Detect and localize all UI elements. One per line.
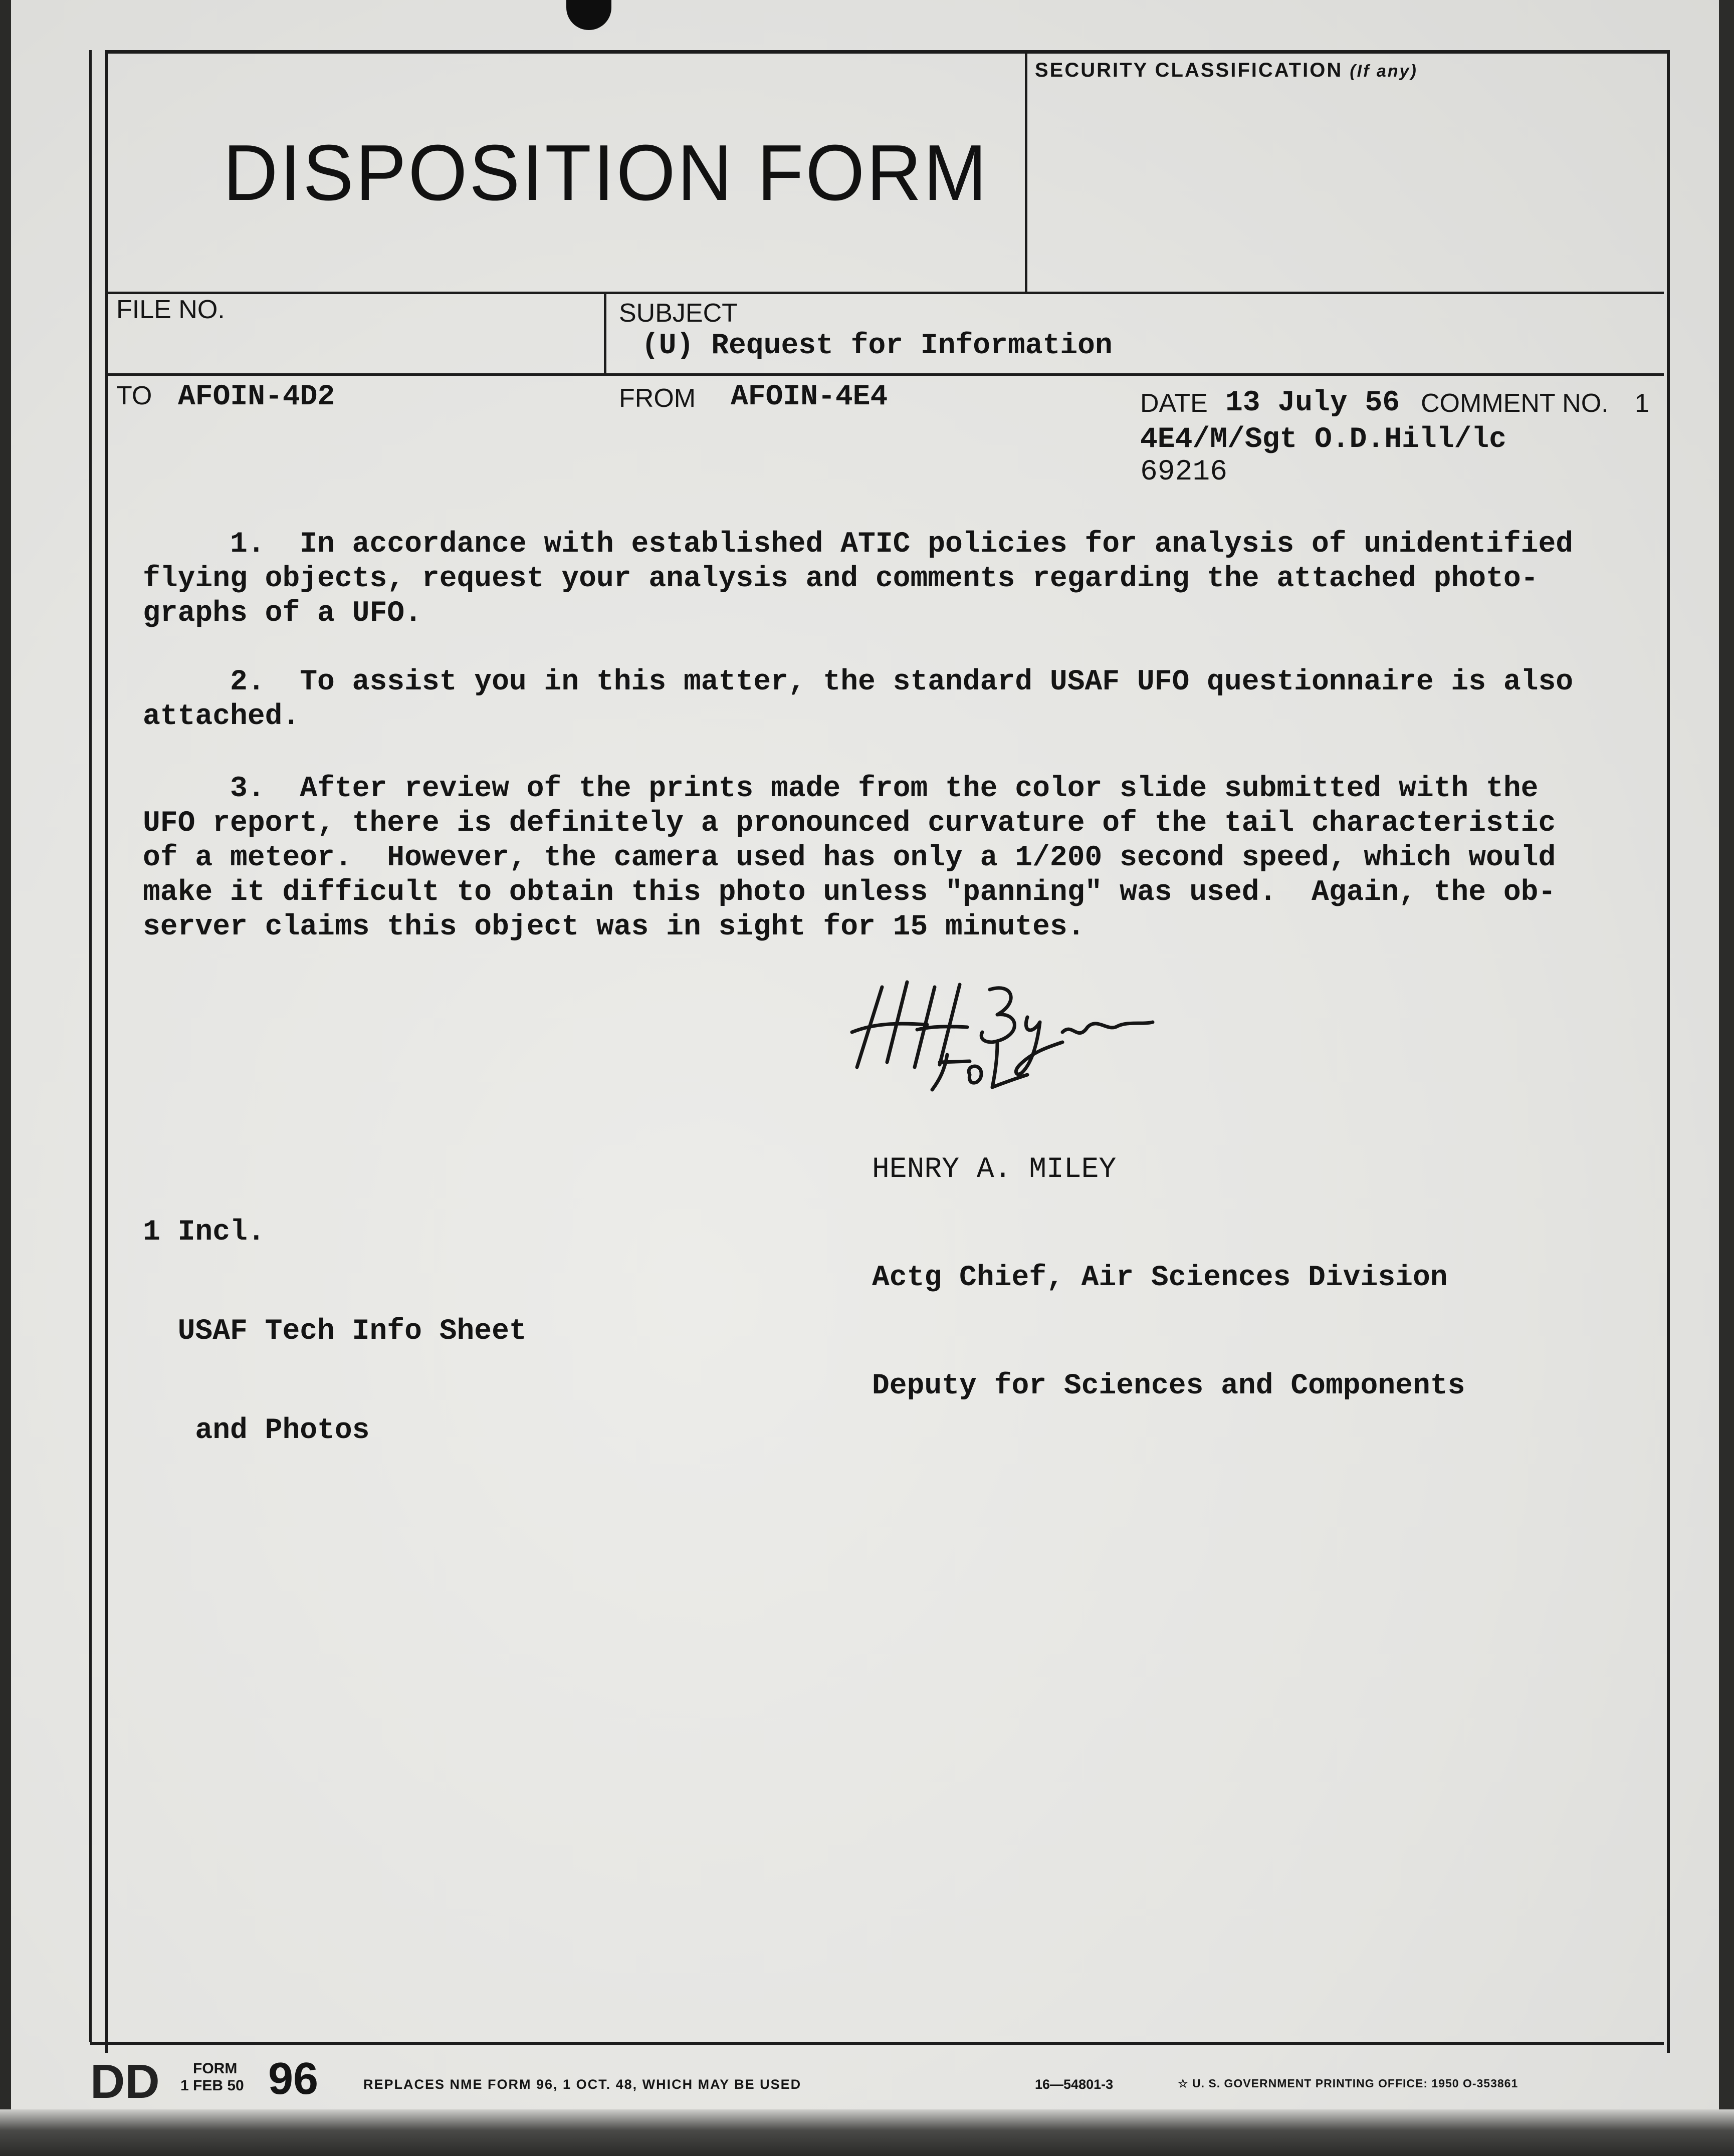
date-value: 13 July 56 xyxy=(1225,387,1400,419)
paragraph-1: 1. In accordance with established ATIC policies for analysis of unidentified flying objects, request your analysis and comments regarding the attached photo- graphs of a UFO. xyxy=(143,528,1574,630)
footer-stock-number: 16—54801-3 xyxy=(1035,2077,1114,2092)
paragraph-3: 3. After review of the prints made from the color slide submitted with the UFO report, there is definitely a pronounced curvature of the tail characteristic of a meteor. However, the camera used has only a 1/200 second speed, which would make it difficult to obtain this photo unless "panning" was used. Again, the ob- server claims this object was in sight for 15 minutes. xyxy=(143,773,1556,943)
signer-name: HENRY A. MILEY xyxy=(872,1153,1117,1186)
comment-no-value: 1 xyxy=(1635,389,1649,418)
inclosure-line-1: 1 Incl. xyxy=(143,1216,265,1249)
date-label: DATE xyxy=(1140,389,1208,418)
to-value: AFOIN-4D2 xyxy=(178,381,335,413)
comment-no-label: COMMENT NO. xyxy=(1421,389,1609,418)
rule-security-divider xyxy=(1025,53,1027,293)
to-label: TO xyxy=(116,381,152,410)
subject-label: SUBJECT xyxy=(619,299,738,328)
inclosure-line-2: USAF Tech Info Sheet xyxy=(143,1315,527,1348)
from-label: FROM xyxy=(619,384,696,413)
rule-header xyxy=(105,292,1664,294)
subject-value: (U) Request for Information xyxy=(641,330,1113,362)
security-classification-label: SECURITY CLASSIFICATION (If any) xyxy=(1035,59,1418,81)
form-border-left xyxy=(89,50,92,2042)
form-border-bottom xyxy=(90,2042,1664,2045)
footer-form-date: 1 FEB 50 xyxy=(180,2077,244,2094)
inclosure-block xyxy=(143,1150,527,1481)
scan-edge-right xyxy=(1719,0,1734,2156)
office-symbol: 4E4/M/Sgt O.D.Hill/lc xyxy=(1140,423,1506,456)
signature-block xyxy=(872,1080,1465,1441)
form-title: DISPOSITION FORM xyxy=(223,129,989,217)
scan-bottom-edge xyxy=(0,2109,1734,2156)
footer-form-number: 96 xyxy=(268,2054,319,2104)
scan-edge-left xyxy=(0,0,11,2156)
footer-dd: DD xyxy=(90,2055,160,2108)
signer-title-2: Deputy for Sciences and Components xyxy=(872,1370,1465,1402)
signer-title-1: Actg Chief, Air Sciences Division xyxy=(872,1262,1448,1294)
from-value: AFOIN-4E4 xyxy=(731,381,888,413)
footer-replaces-note: REPLACES NME FORM 96, 1 OCT. 48, WHICH MAY BE USED xyxy=(363,2077,802,2092)
paragraph-2: 2. To assist you in this matter, the standard USAF UFO questionnaire is also attached. xyxy=(143,666,1574,733)
phone-extension: 69216 xyxy=(1140,456,1228,489)
inclosure-line-3: and Photos xyxy=(143,1414,370,1447)
handwritten-signature xyxy=(847,967,1208,1097)
footer-printing-office: ☆ U. S. GOVERNMENT PRINTING OFFICE: 1950 O-353861 xyxy=(1178,2077,1519,2090)
rule-subject xyxy=(105,373,1664,376)
file-no-label: FILE NO. xyxy=(116,295,225,324)
rule-file-subject-divider xyxy=(604,293,606,374)
footer-form-label: FORM xyxy=(193,2060,238,2077)
